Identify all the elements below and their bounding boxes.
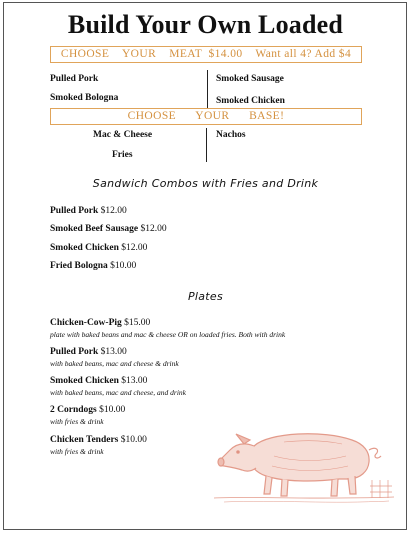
base-option: Mac & Cheese bbox=[93, 130, 153, 140]
combo-row bbox=[50, 206, 127, 216]
plate-price: $13.00 bbox=[121, 376, 148, 386]
combo-name: Fried Bologna bbox=[50, 261, 108, 271]
plate-row bbox=[50, 435, 147, 445]
plate-description: with fries & drink bbox=[50, 417, 104, 426]
plates-heading: Plates bbox=[187, 290, 224, 303]
plate-price: $10.00 bbox=[120, 435, 147, 445]
plate-description: with baked beans, mac and cheese, and drink bbox=[50, 388, 187, 397]
combo-price: $12.00 bbox=[140, 224, 167, 234]
plate-name: Smoked Chicken bbox=[50, 376, 119, 386]
choose-meat-banner: CHOOSE YOUR MEAT $14.00 Want all 4? Add $4 bbox=[50, 46, 362, 63]
menu-title: Build Your Own Loaded bbox=[67, 10, 344, 39]
pig-illustration-icon bbox=[214, 416, 394, 506]
base-option: Nachos bbox=[216, 130, 246, 140]
combo-row bbox=[50, 224, 167, 234]
meat-divider bbox=[207, 70, 208, 108]
plate-name: Chicken Tenders bbox=[50, 435, 119, 445]
plate-row bbox=[50, 405, 125, 415]
combo-price: $12.00 bbox=[100, 206, 127, 216]
plate-description: with fries & drink bbox=[50, 447, 104, 456]
base-option: Fries bbox=[112, 150, 133, 160]
combo-name: Pulled Pork bbox=[50, 206, 99, 216]
base-divider bbox=[206, 128, 207, 162]
plate-price: $13.00 bbox=[100, 347, 127, 357]
choose-base-banner: CHOOSE YOUR BASE! bbox=[50, 108, 362, 125]
plate-name: Pulled Pork bbox=[50, 347, 99, 357]
combo-name: Smoked Chicken bbox=[50, 243, 119, 253]
plate-description: with baked beans, mac and cheese & drink bbox=[50, 359, 179, 368]
combo-row bbox=[50, 243, 147, 253]
plate-price: $10.00 bbox=[99, 405, 126, 415]
combo-price: $10.00 bbox=[110, 261, 137, 271]
combo-row bbox=[50, 261, 136, 271]
plate-row bbox=[50, 318, 150, 328]
meat-option: Pulled Pork bbox=[50, 74, 99, 84]
meat-option: Smoked Chicken bbox=[216, 96, 285, 106]
plate-price: $15.00 bbox=[124, 318, 151, 328]
plate-description: plate with baked beans and mac & cheese OR on loaded fries. Both with drink bbox=[50, 330, 286, 339]
plate-name: Chicken-Cow-Pig bbox=[50, 318, 122, 328]
plate-row bbox=[50, 347, 127, 357]
combo-price: $12.00 bbox=[121, 243, 148, 253]
combos-heading: Sandwich Combos with Fries and Drink bbox=[92, 177, 319, 190]
meat-option: Smoked Sausage bbox=[216, 74, 284, 84]
plate-row bbox=[50, 376, 147, 386]
meat-option: Smoked Bologna bbox=[50, 93, 119, 103]
plate-name: 2 Corndogs bbox=[50, 405, 97, 415]
combo-name: Smoked Beef Sausage bbox=[50, 224, 139, 234]
